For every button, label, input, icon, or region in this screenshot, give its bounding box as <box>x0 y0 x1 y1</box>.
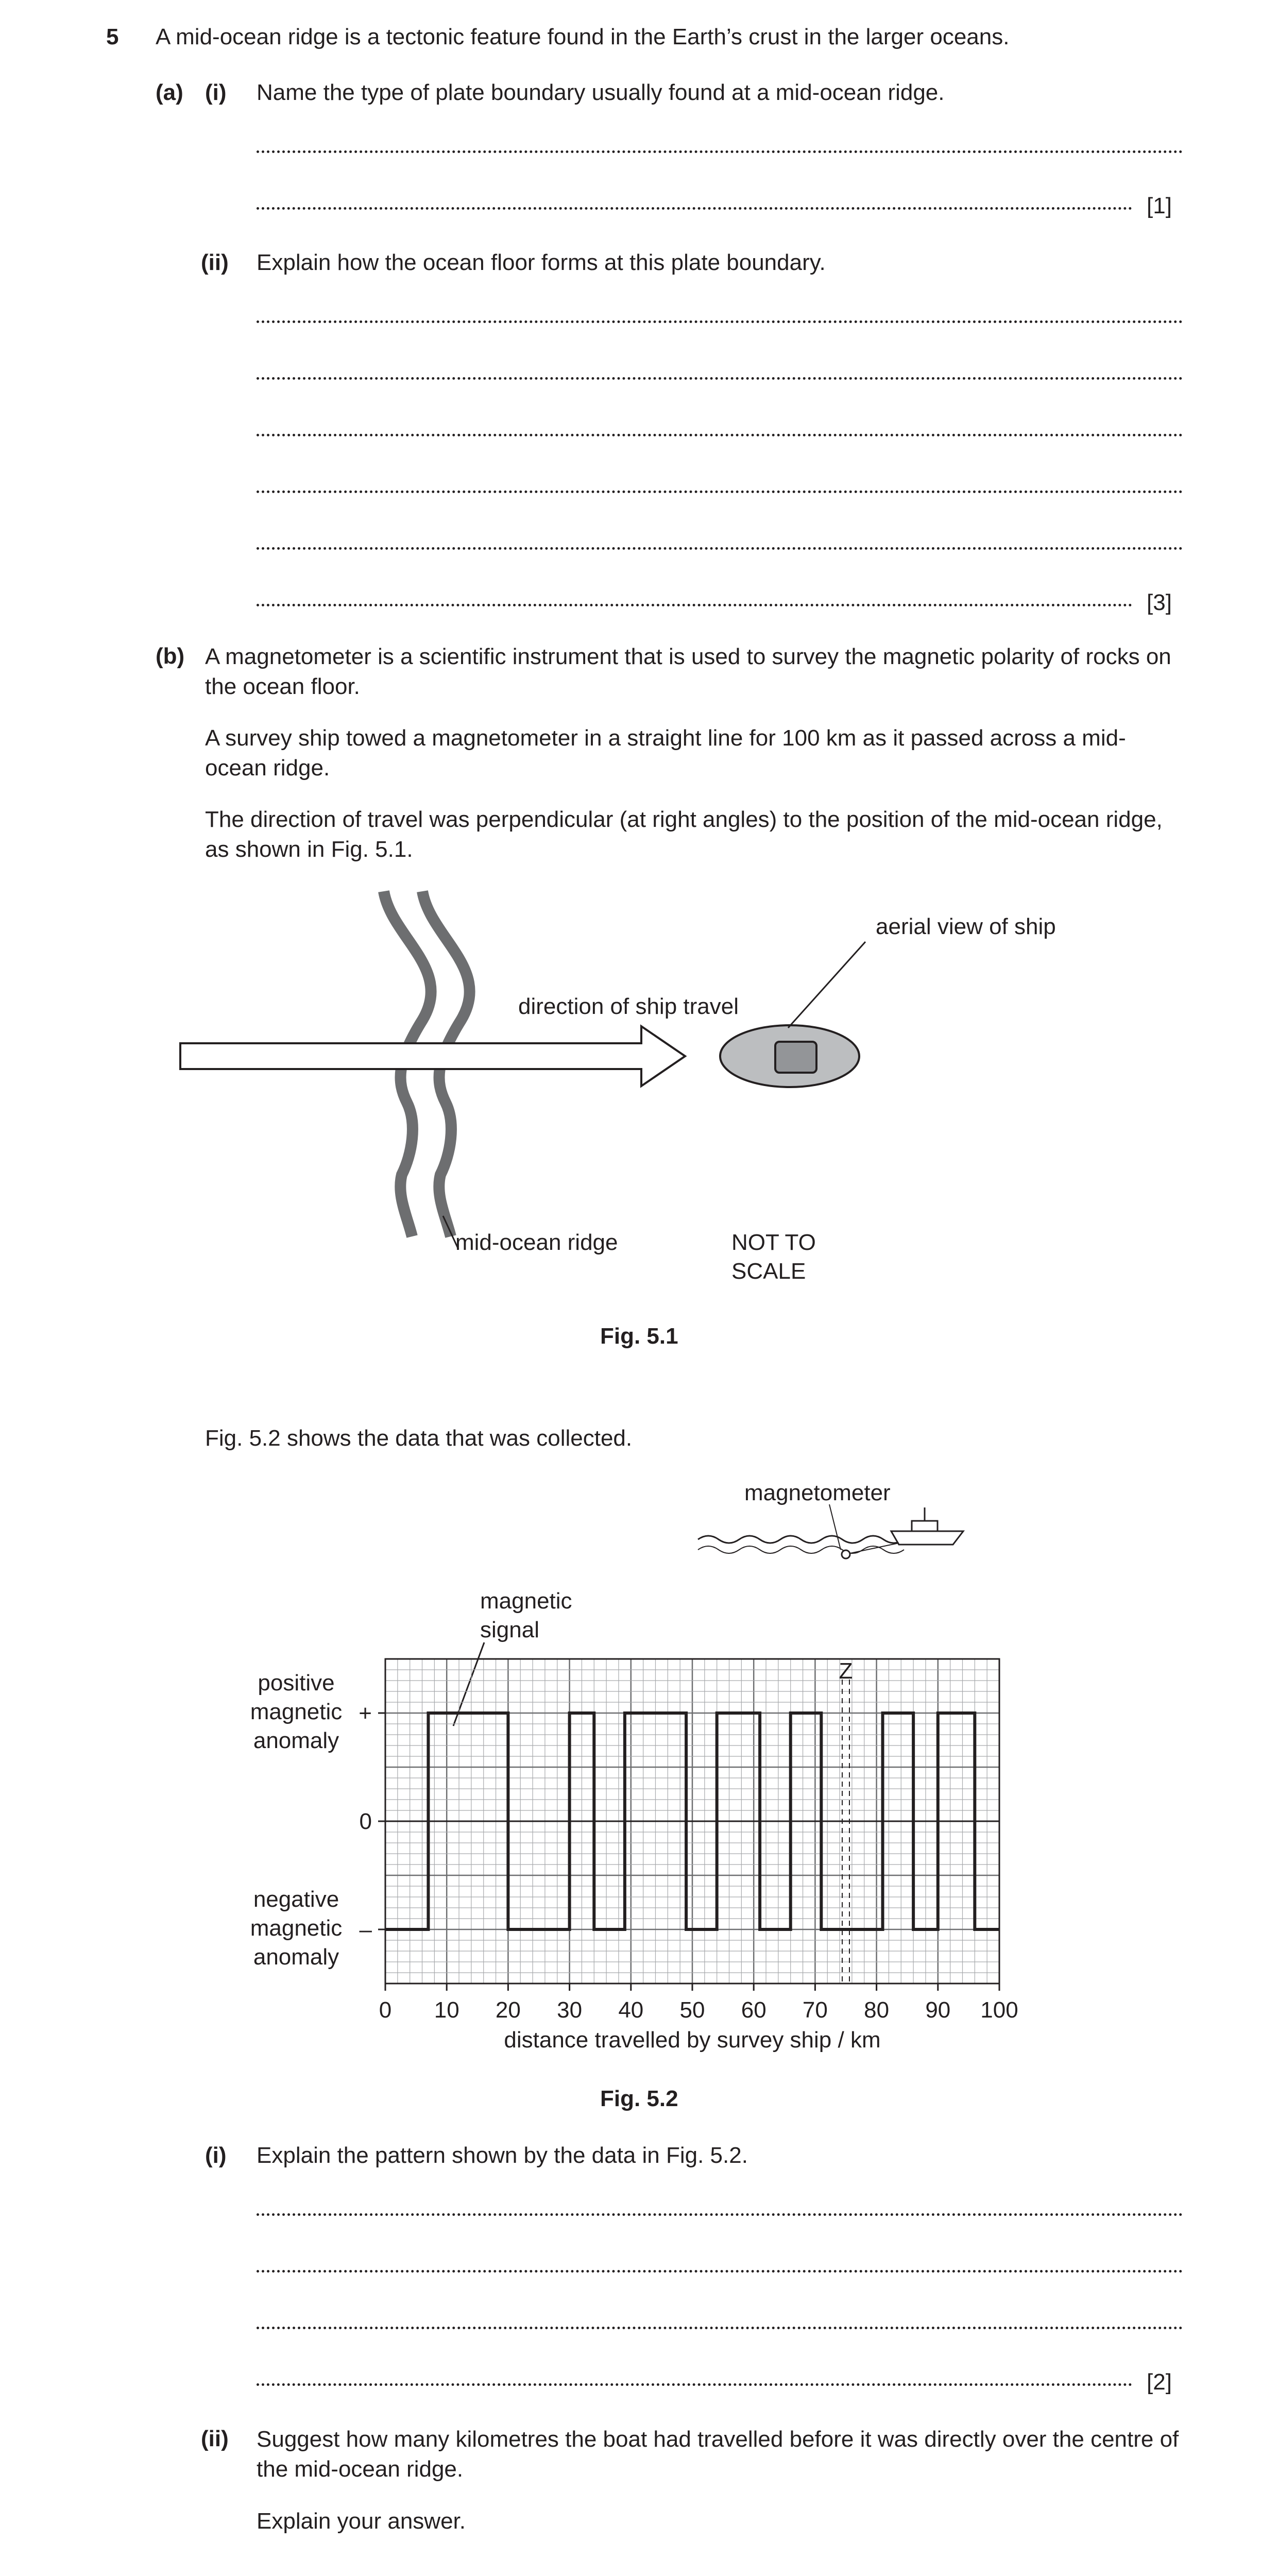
x-tick-label: 10 <box>434 1997 459 2023</box>
magnetometer-icon <box>842 1550 850 1558</box>
ridge-label: mid-ocean ridge <box>455 1230 618 1255</box>
part-b-ii-label: (ii) <box>201 2426 229 2451</box>
answer-line[interactable] <box>257 150 1183 153</box>
part-b-i-label: (i) <box>205 2143 227 2168</box>
positive-label: magnetic <box>250 1699 343 1724</box>
ship-cabin-icon <box>775 1042 816 1073</box>
answer-line[interactable] <box>257 490 1183 493</box>
x-tick-label: 40 <box>618 1997 644 2023</box>
part-b-paragraph-1: A magnetometer is a scientific instrument that is used to survey the magnetic polarity of rocks on the ocean floor. <box>205 644 1171 699</box>
y-tick-minus: – <box>359 1917 372 1942</box>
negative-label: negative <box>253 1887 339 1912</box>
signal-label-2: signal <box>480 1617 539 1642</box>
part-b-i-text: Explain the pattern shown by the data in Fig. 5.2. <box>257 2143 748 2168</box>
direction-label: direction of ship travel <box>518 994 739 1019</box>
x-tick-label: 50 <box>679 1997 705 2023</box>
negative-label: anomaly <box>253 1944 339 1970</box>
part-a-i-text: Name the type of plate boundary usually found at a mid-ocean ridge. <box>257 80 945 105</box>
part-a-ii-text: Explain how the ocean floor forms at this plate boundary. <box>257 250 826 275</box>
z-label: Z <box>839 1658 853 1684</box>
part-b-ii-text: Suggest how many kilometres the boat had travelled before it was directly over the centre of the mid-ocean ridge. <box>257 2427 1179 2482</box>
positive-label: anomaly <box>253 1728 339 1753</box>
part-b-paragraph-2: A survey ship towed a magnetometer in a straight line for 100 km as it passed across a mid-ocean ridge. <box>205 725 1126 781</box>
sea-surface <box>698 1536 904 1543</box>
question-number: 5 <box>106 24 119 49</box>
x-tick-label: 80 <box>864 1997 890 2023</box>
answer-line[interactable] <box>257 207 1132 210</box>
answer-line[interactable] <box>257 377 1183 380</box>
answer-line[interactable] <box>257 2213 1183 2216</box>
x-tick-label: 30 <box>557 1997 583 2023</box>
marks: [3] <box>1147 590 1172 615</box>
part-b-paragraph-4: Fig. 5.2 shows the data that was collected. <box>205 1426 633 1451</box>
x-tick-label: 70 <box>802 1997 828 2023</box>
chart-grid <box>385 1659 999 1984</box>
y-tick-plus: + <box>359 1701 372 1726</box>
fig-5-1-caption: Fig. 5.1 <box>600 1324 678 1349</box>
fig-5-2-caption: Fig. 5.2 <box>600 2086 678 2111</box>
answer-line[interactable] <box>257 547 1183 550</box>
part-b-label: (b) <box>156 643 185 669</box>
aerial-leader-line <box>788 942 865 1028</box>
chart-ticks <box>379 1984 1018 2023</box>
figure-5-2 <box>0 1473 1278 2081</box>
x-tick-label: 100 <box>980 1997 1018 2023</box>
x-tick-label: 20 <box>495 1997 521 2023</box>
marks: [1] <box>1147 193 1172 218</box>
not-to-scale-1: NOT TO <box>731 1230 816 1255</box>
figure-5-1 <box>0 886 1278 1298</box>
part-b-paragraph-3: The direction of travel was perpendicular (at right angles) to the position of the mid-ocean ridge, as shown in Fig. 5.1. <box>205 807 1163 862</box>
marks: [2] <box>1147 2369 1172 2395</box>
part-a-i-label: (i) <box>205 80 227 105</box>
part-a-label: (a) <box>156 80 183 105</box>
tow-cable <box>850 1543 899 1553</box>
part-b-ii-explain: Explain your answer. <box>257 2509 466 2534</box>
positive-label: positive <box>258 1670 335 1696</box>
magnetometer-label: magnetometer <box>744 1480 891 1505</box>
part-a-ii-label: (ii) <box>201 250 229 275</box>
x-tick-label: 90 <box>925 1997 951 2023</box>
magnetometer-leader <box>829 1504 841 1550</box>
y-axis-labels <box>250 1670 385 1970</box>
ship-cabin <box>912 1521 938 1531</box>
answer-line[interactable] <box>257 2270 1183 2273</box>
answer-line[interactable] <box>257 2383 1132 2386</box>
answer-line[interactable] <box>257 320 1183 323</box>
signal-label-1: magnetic <box>480 1588 572 1614</box>
x-axis-label: distance travelled by survey ship / km <box>504 2027 881 2053</box>
negative-label: magnetic <box>250 1916 343 1941</box>
ship-icon <box>891 1531 963 1545</box>
answer-line[interactable] <box>257 434 1183 436</box>
not-to-scale-2: SCALE <box>731 1259 806 1284</box>
question-stem: A mid-ocean ridge is a tectonic feature found in the Earth’s crust in the larger oceans. <box>156 24 1010 49</box>
x-tick-label: 0 <box>379 1997 392 2023</box>
direction-arrow <box>180 1026 685 1086</box>
y-tick-zero: 0 <box>359 1809 372 1834</box>
answer-line[interactable] <box>257 2327 1183 2329</box>
answer-line[interactable] <box>257 604 1132 606</box>
x-tick-label: 60 <box>741 1997 766 2023</box>
aerial-label: aerial view of ship <box>876 914 1056 939</box>
sea-surface-2 <box>698 1546 904 1553</box>
